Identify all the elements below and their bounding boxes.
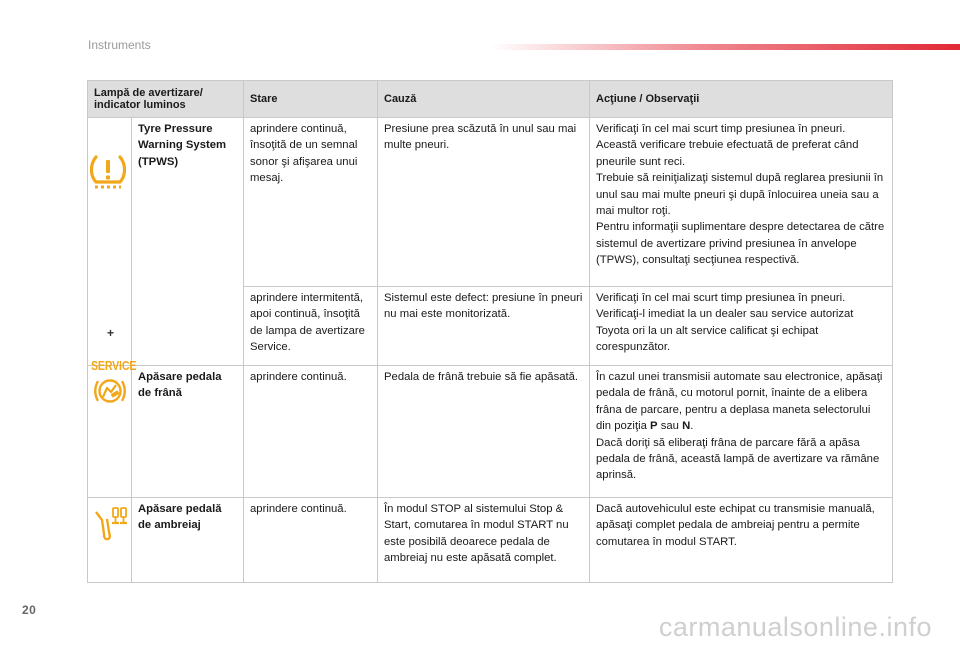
- brake-action-note: Dacă doriţi să eliberaţi frâna de parcare fără a apăsa pedala de frână, această lampă de avertizare va rămâne aprinsă.: [596, 436, 880, 482]
- header-accent-bar: [490, 44, 960, 50]
- brake-action-dot: .: [690, 420, 694, 433]
- clutch-icon-cell: [88, 498, 132, 583]
- section-title: Instruments: [88, 38, 151, 52]
- tpws-state-2: aprindere intermitentă, apoi continuă, însoţită de lampa de avertizare Service.: [244, 287, 378, 366]
- table-row: [88, 498, 893, 583]
- page-number: 20: [22, 603, 37, 617]
- tpws-action-1: Verificaţi în cel mai scurt timp presiunea în pneuri. Această verificare trebuie efectuată de preferat când pneurile sunt reci. Trebuie să reiniţializaţi sistemul după reglarea presiunii în unul sau mai multe pneuri şi după înlocuirea uneia sau a mai multor roţi. Pentru informaţii suplimentare despre detectarea de către sistemul de avertizare privind presiunea în anvelope (TPWS), consultaţi secţiunea respectivă.: [590, 118, 893, 287]
- table-row: [88, 118, 893, 287]
- clutch-action: Dacă autovehiculul este echipat cu transmisie manuală, apăsaţi complet pedala de ambreiaj pentru a permite comutarea în modul START.: [590, 498, 893, 583]
- tyre-pressure-warning-icon: [90, 154, 126, 197]
- gear-position-p: P: [650, 420, 658, 433]
- brake-pedal-icon: [92, 376, 128, 411]
- brake-icon-cell: [88, 366, 132, 498]
- tpws-name: Tyre Pressure Warning System (TPWS): [132, 118, 244, 366]
- clutch-name: Apăsare pedală de ambreiaj: [132, 498, 244, 583]
- column-header-cause: Cauză: [378, 81, 590, 118]
- column-header-lamp: Lampă de avertizare/ indicator luminos: [88, 81, 244, 118]
- table-row: [88, 366, 893, 498]
- tpws-cause-2: Sistemul este defect: presiune în pneuri nu mai este monitorizată.: [378, 287, 590, 366]
- warning-lamps-table: [87, 80, 893, 583]
- watermark: carmanualsonline.info: [658, 612, 932, 642]
- brake-action: [590, 366, 893, 498]
- gear-position-n: N: [682, 420, 691, 433]
- service-icon: SERVICE: [91, 359, 137, 373]
- tpws-action-2: Verificaţi în cel mai scurt timp presiunea în pneuri. Verificaţi-l imediat la un dealer sau service autorizat Toyota ori la un alt service calificat şi echipat corespunzător.: [590, 287, 893, 366]
- brake-action-or: sau: [657, 420, 683, 433]
- clutch-pedal-icon: [92, 504, 128, 549]
- tpws-icon-cell: [88, 118, 137, 373]
- brake-name: Apăsare pedala de frână: [132, 366, 244, 498]
- column-header-action: Acţiune / Observaţii: [590, 81, 893, 118]
- column-header-state: Stare: [244, 81, 378, 118]
- clutch-state: aprindere continuă.: [244, 498, 378, 583]
- tpws-state-1: aprindere continuă, însoţită de un semnal sonor şi afişarea unui mesaj.: [244, 118, 378, 287]
- brake-state: aprindere continuă.: [244, 366, 378, 498]
- brake-cause: Pedala de frână trebuie să fie apăsată.: [378, 366, 590, 498]
- clutch-cause: În modul STOP al sistemului Stop & Start, comutarea în modul START nu este posibilă deoarece pedala de ambreiaj nu este apăsată complet.: [378, 498, 590, 583]
- tpws-cause-1: Presiune prea scăzută în unul sau mai multe pneuri.: [378, 118, 590, 287]
- brake-action-text: În cazul unei transmisii automate sau electronice, apăsaţi pedala de frână, cu motorul pornit, înainte de a elibera frâna de parcare, pentru a deplasa maneta selectorului din poziţia: [596, 371, 883, 433]
- table-header-row: [88, 81, 893, 118]
- plus-sign: +: [107, 326, 115, 340]
